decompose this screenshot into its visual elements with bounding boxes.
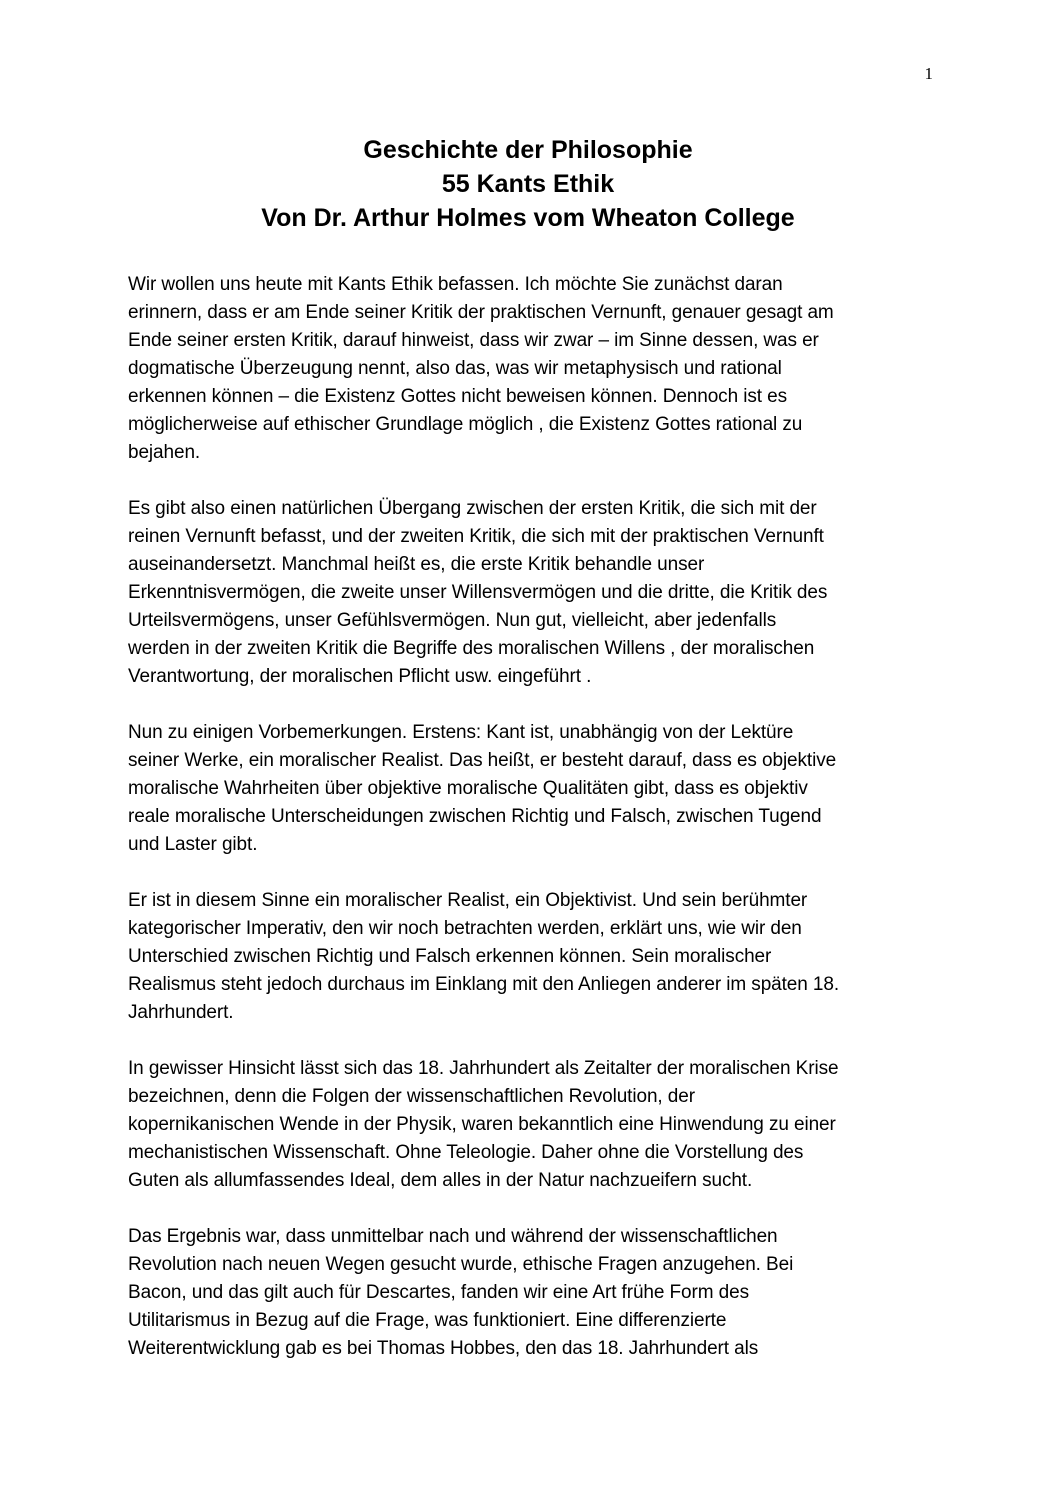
text-line: mechanistischen Wissenschaft. Ohne Teleologie. Daher ohne die Vorstellung des bbox=[128, 1142, 804, 1163]
text-line: werden in der zweiten Kritik die Begriffe des moralischen Willens , der moralischen bbox=[128, 638, 815, 659]
text-line: Wir wollen uns heute mit Kants Ethik befassen. Ich möchte Sie zunächst daran bbox=[128, 274, 783, 295]
text-line: erkennen können – die Existenz Gottes nicht beweisen können. Dennoch ist es bbox=[128, 386, 787, 407]
text-line: Guten als allumfassendes Ideal, dem alles in der Natur nachzueifern sucht. bbox=[128, 1170, 753, 1191]
text-line: und Laster gibt. bbox=[128, 834, 258, 855]
text-line: bezeichnen, denn die Folgen der wissenschaftlichen Revolution, der bbox=[128, 1086, 695, 1107]
text-line: Weiterentwicklung gab es bei Thomas Hobbes, den das 18. Jahrhundert als bbox=[128, 1338, 759, 1359]
text-line: moralische Wahrheiten über objektive moralische Qualitäten gibt, dass es objektiv bbox=[128, 778, 808, 799]
text-line: Nun zu einigen Vorbemerkungen. Erstens: Kant ist, unabhängig von der Lektüre bbox=[128, 722, 794, 743]
text-line: Bacon, und das gilt auch für Descartes, fanden wir eine Art frühe Form des bbox=[128, 1282, 749, 1303]
paragraph-1 bbox=[128, 271, 934, 467]
title-line: Geschichte der Philosophie bbox=[363, 136, 693, 164]
title-line: Von Dr. Arthur Holmes vom Wheaton College bbox=[261, 204, 795, 232]
text-line: Revolution nach neuen Wegen gesucht wurde, ethische Fragen anzugehen. Bei bbox=[128, 1254, 794, 1275]
paragraph-3 bbox=[128, 719, 934, 859]
paragraph-6 bbox=[128, 1223, 934, 1363]
text-line: Verantwortung, der moralischen Pflicht usw. eingeführt . bbox=[128, 666, 592, 687]
text-line: Er ist in diesem Sinne ein moralischer Realist, ein Objektivist. Und sein berühmter bbox=[128, 890, 808, 911]
text-line: Es gibt also einen natürlichen Übergang zwischen der ersten Kritik, die sich mit der bbox=[128, 498, 817, 519]
text-line: Urteilsvermögens, unser Gefühlsvermögen. Nun gut, vielleicht, aber jedenfalls bbox=[128, 610, 777, 631]
text-line: Erkenntnisvermögen, die zweite unser Willensvermögen und die dritte, die Kritik des bbox=[128, 582, 828, 603]
text-line: Realismus steht jedoch durchaus im Einklang mit den Anliegen anderer im späten 18. bbox=[128, 974, 840, 995]
text-line: Das Ergebnis war, dass unmittelbar nach und während der wissenschaftlichen bbox=[128, 1226, 778, 1247]
text-line: kategorischer Imperativ, den wir noch betrachten werden, erklärt uns, wie wir den bbox=[128, 918, 802, 939]
paragraph-4 bbox=[128, 887, 934, 1027]
text-line: auseinandersetzt. Manchmal heißt es, die erste Kritik behandle unser bbox=[128, 554, 705, 575]
text-line: Jahrhundert. bbox=[128, 1002, 234, 1023]
text-line: kopernikanischen Wende in der Physik, waren bekanntlich eine Hinwendung zu einer bbox=[128, 1114, 836, 1135]
paragraph-5 bbox=[128, 1055, 934, 1195]
text-line: möglicherweise auf ethischer Grundlage möglich , die Existenz Gottes rational zu bbox=[128, 414, 803, 435]
text-line: In gewisser Hinsicht lässt sich das 18. Jahrhundert als Zeitalter der moralischen Krise bbox=[128, 1058, 839, 1079]
text-line: erinnern, dass er am Ende seiner Kritik der praktischen Vernunft, genauer gesagt am bbox=[128, 302, 834, 323]
paragraph-2 bbox=[128, 495, 934, 691]
text-line: reinen Vernunft befasst, und der zweiten Kritik, die sich mit der praktischen Vernunft bbox=[128, 526, 824, 547]
text-line: dogmatische Überzeugung nennt, also das, was wir metaphysisch und rational bbox=[128, 358, 782, 379]
text-line: reale moralische Unterscheidungen zwischen Richtig und Falsch, zwischen Tugend bbox=[128, 806, 822, 827]
document-title bbox=[128, 133, 928, 235]
text-line: bejahen. bbox=[128, 442, 201, 463]
text-line: seiner Werke, ein moralischer Realist. Das heißt, er besteht darauf, dass es objektive bbox=[128, 750, 837, 771]
text-line: Unterschied zwischen Richtig und Falsch erkennen können. Sein moralischer bbox=[128, 946, 772, 967]
page-number: 1 bbox=[924, 64, 933, 83]
title-line: 55 Kants Ethik bbox=[441, 170, 615, 198]
text-line: Utilitarismus in Bezug auf die Frage, was funktioniert. Eine differenzierte bbox=[128, 1310, 727, 1331]
text-line: Ende seiner ersten Kritik, darauf hinweist, dass wir zwar – im Sinne dessen, was er bbox=[128, 330, 819, 351]
body-text bbox=[128, 271, 934, 1391]
